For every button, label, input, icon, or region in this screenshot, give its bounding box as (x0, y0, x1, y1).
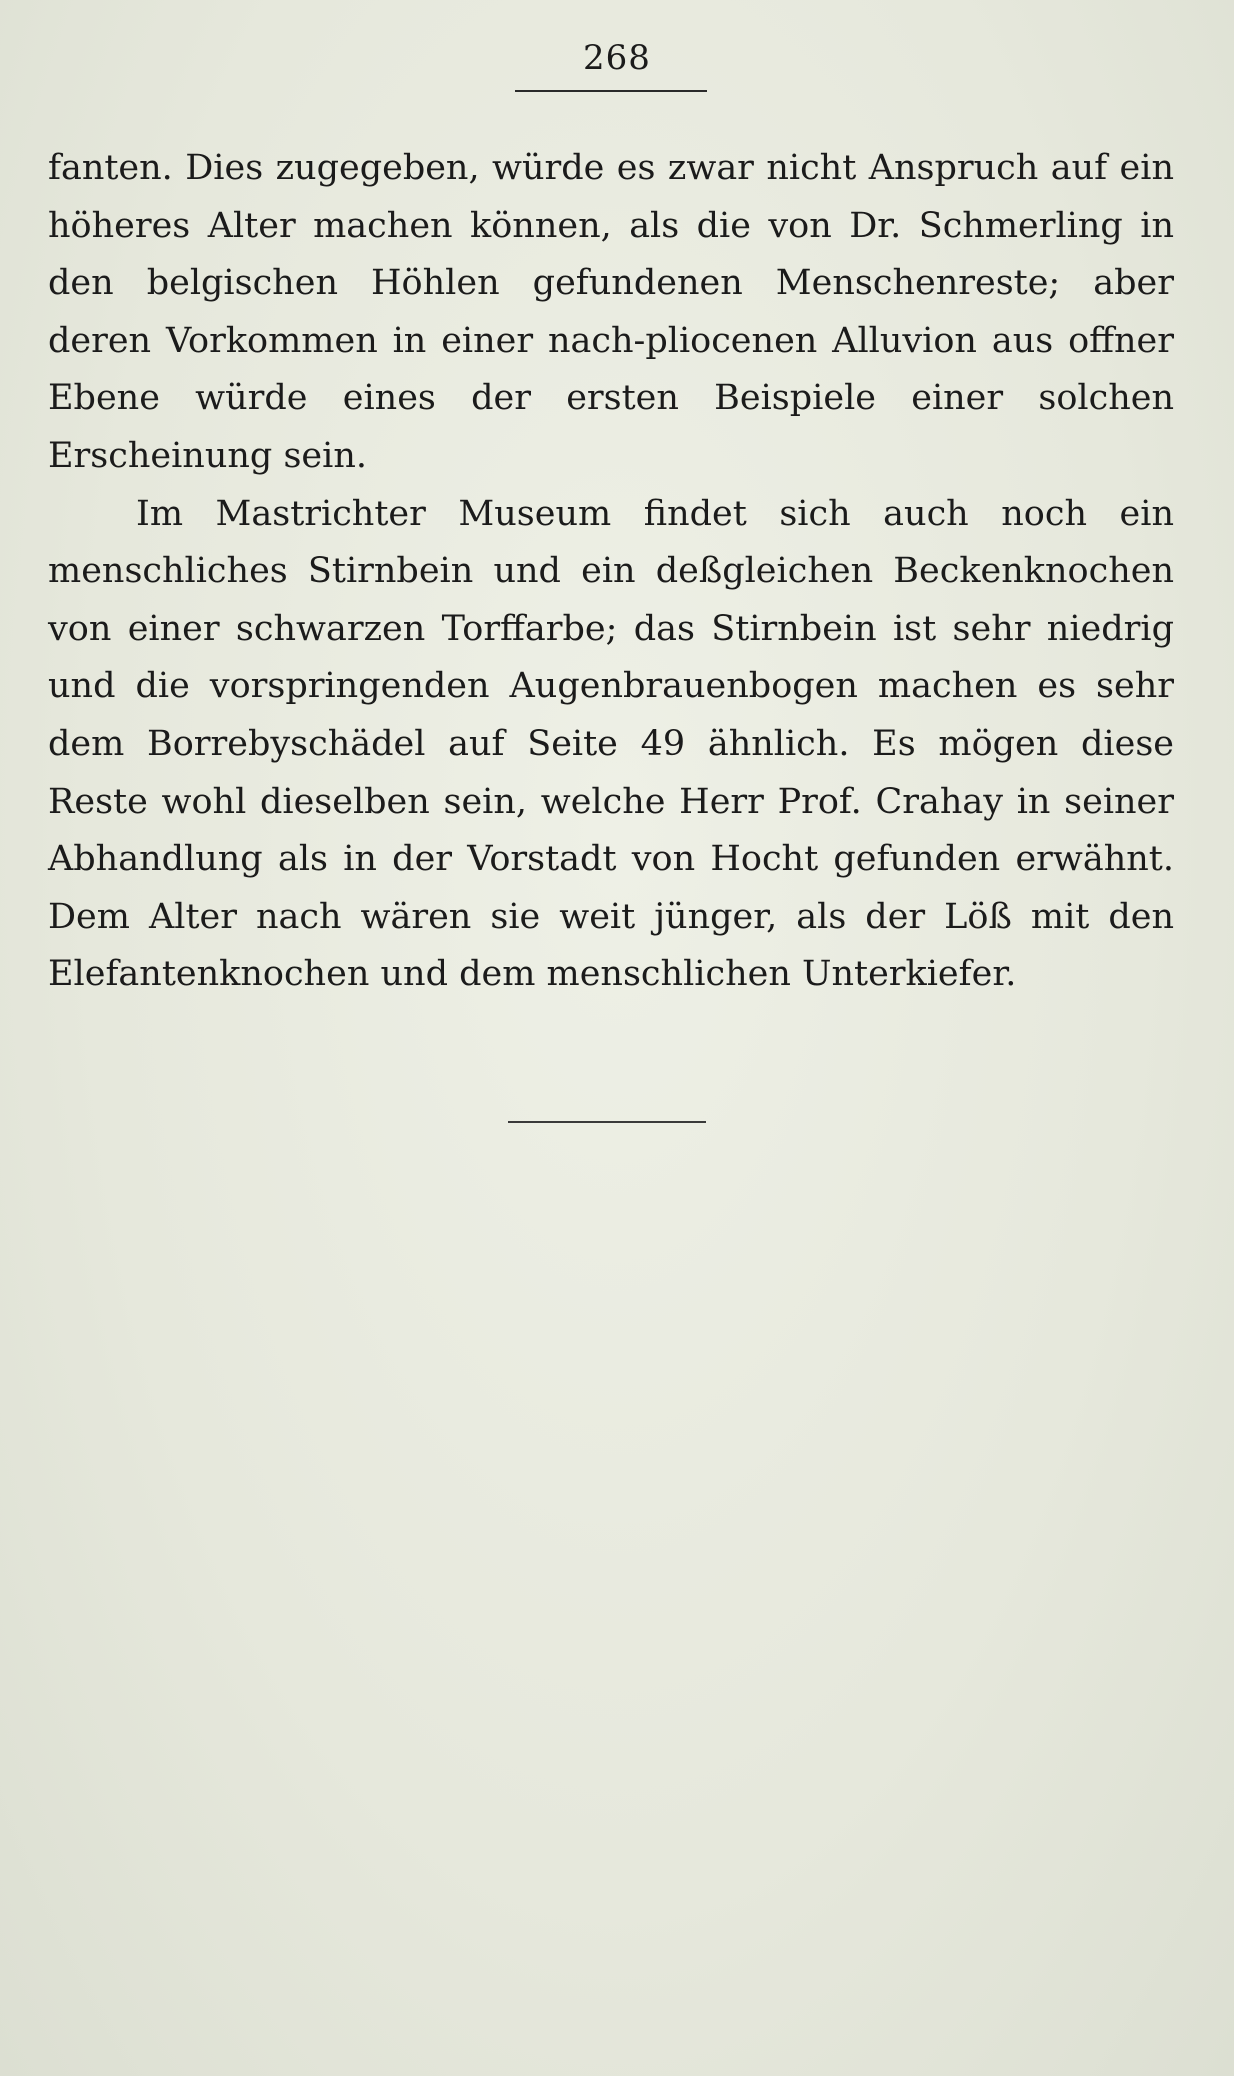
page-number: 268 (583, 38, 651, 78)
section-end-rule (508, 1121, 706, 1123)
paragraph-2: Im Mastrichter Museum findet sich auch noch ein menschliches Stirnbein und ein deßgleichen Beckenknochen von einer schwarzen Torffarbe; das Stirnbein ist sehr niedrig und die vorspringenden Augenbrauenbogen machen es sehr dem Borrebyschädel auf Seite 49 ähnlich. Es mögen diese Reste wohl dieselben sein, welche Herr Prof. Crahay in seiner Abhandlung als in der Vorstadt von Hocht gefunden erwähnt. Dem Alter nach wären sie weit jünger, als der Löß mit den Elefantenknochen und dem menschlichen Unterkiefer. (48, 493, 1174, 995)
header-rule (515, 90, 707, 92)
paragraph-1: fanten. Dies zugegeben, würde es zwar nicht Anspruch auf ein höheres Alter machen können, als die von Dr. Schmerling in den belgischen Höhlen gefundenen Menschenreste; aber deren Vorkommen in einer nach-pliocenen Alluvion aus offner Ebene würde eines der ersten Beispiele einer solchen Erscheinung sein. (48, 148, 1174, 476)
body-text (48, 140, 1174, 1004)
